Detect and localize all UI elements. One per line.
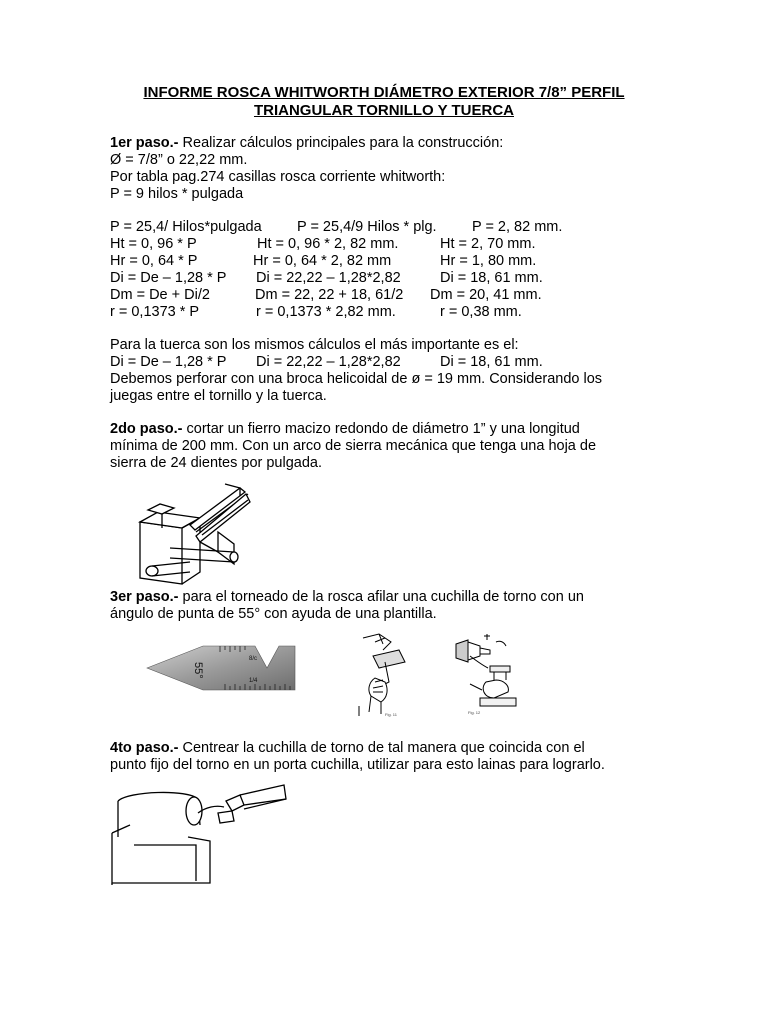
title-line-1: INFORME ROSCA WHITWORTH DIÁMETRO EXTERIOR 7/8” PERFIL [143, 84, 625, 101]
document-title [100, 84, 668, 120]
step-2-line: mínima de 200 mm. Con un arco de sierra mecánica que tenga una hoja de [110, 438, 597, 454]
substitution-cell: Dm = 22, 22 + 18, 61/2 [255, 287, 404, 303]
formula-cell: Ht = 0, 96 * P [110, 236, 197, 252]
step-3-text: para el torneado de la rosca afilar una cuchilla de torno con un [178, 589, 584, 605]
drill-line: Debemos perforar con una broca helicoidal de ø = 19 mm. Considerando los [110, 371, 603, 387]
step-4-line: punto fijo del torno en un porta cuchilla, utilizar para esto lainas para lograrlo. [110, 757, 605, 773]
result-cell: r = 0,38 mm. [440, 304, 522, 320]
result-cell: Ht = 2, 70 mm. [440, 236, 536, 252]
step-2-text: cortar un fierro macizo redondo de diámetro 1” y una longitud [182, 421, 580, 437]
step-1-text: Realizar cálculos principales para la construcción: [178, 135, 504, 151]
calc-row [110, 236, 670, 253]
calc-row [110, 219, 670, 236]
step-2-heading: 2do paso.- [110, 421, 183, 437]
title-line-2: TRIANGULAR TORNILLO Y TUERCA [253, 102, 514, 119]
hand-gauge-figure [355, 632, 415, 717]
step-3-line: ángulo de punta de 55° con ayuda de una plantilla. [110, 606, 437, 622]
calc-table [110, 219, 670, 321]
calc-row [110, 304, 670, 321]
nut-intro: Para la tuerca son los mismos cálculos el más importante es el: [110, 337, 519, 353]
formula-cell: Di = De – 1,28 * P [110, 354, 227, 370]
step-1-line: P = 9 hilos * pulgada [110, 186, 244, 202]
formula-cell: Dm = De + Di/2 [110, 287, 210, 303]
substitution-cell: Ht = 0, 96 * 2, 82 mm. [257, 236, 399, 252]
result-cell: P = 2, 82 mm. [472, 219, 563, 235]
formula-cell: Hr = 0, 64 * P [110, 253, 198, 269]
step-4-text: Centrear la cuchilla de torno de tal manera que coincida con el [178, 740, 585, 756]
formula-cell: r = 0,1373 * P [110, 304, 200, 320]
result-cell: Dm = 20, 41 mm. [430, 287, 542, 303]
step-1-block [110, 135, 670, 203]
step-1-heading: 1er paso.- [110, 135, 179, 151]
step-4-heading: 4to paso.- [110, 740, 179, 756]
substitution-cell: Di = 22,22 – 1,28*2,82 [256, 354, 401, 370]
calc-row [110, 270, 670, 287]
result-cell: Hr = 1, 80 mm. [440, 253, 537, 269]
substitution-cell: Hr = 0, 64 * 2, 82 mm [253, 253, 392, 269]
step-3-block [110, 589, 670, 623]
substitution-cell: Di = 22,22 – 1,28*2,82 [256, 270, 401, 286]
gauge-small-label: 1/4 [249, 678, 258, 684]
calc-row [110, 287, 670, 304]
result-cell: Di = 18, 61 mm. [440, 270, 543, 286]
calc-row [110, 253, 670, 270]
formula-cell: P = 25,4/ Hilos*pulgada [110, 219, 262, 235]
result-cell: Di = 18, 61 mm. [440, 354, 543, 370]
tool-holder-illustration [108, 785, 288, 890]
gauge-small-label: 8/c [249, 656, 258, 662]
formula-cell: Di = De – 1,28 * P [110, 270, 227, 286]
step-1-line: Por tabla pag.274 casillas rosca corriente whitworth: [110, 169, 446, 185]
substitution-cell: r = 0,1373 * 2,82 mm. [256, 304, 396, 320]
nut-row [110, 354, 670, 371]
lathe-tool-figure [450, 632, 525, 717]
substitution-cell: P = 25,4/9 Hilos * plg. [297, 219, 437, 235]
nut-block [110, 337, 670, 405]
drill-line: juegas entre el tornillo y la tuerca. [110, 388, 327, 404]
step-2-line: sierra de 24 dientes por pulgada. [110, 455, 323, 471]
figure-caption: Fig. 12 [468, 710, 481, 715]
step-1-line: Ø = 7/8” o 22,22 mm. [110, 152, 248, 168]
step-2-block [110, 421, 670, 472]
thread-gauge-illustration [145, 642, 300, 692]
step-4-block [110, 740, 670, 774]
gauge-angle-label: 55° [192, 662, 204, 679]
figure-caption: Fig. 11 [385, 712, 397, 717]
step-3-heading: 3er paso.- [110, 589, 179, 605]
hacksaw-vise-illustration [130, 480, 280, 590]
